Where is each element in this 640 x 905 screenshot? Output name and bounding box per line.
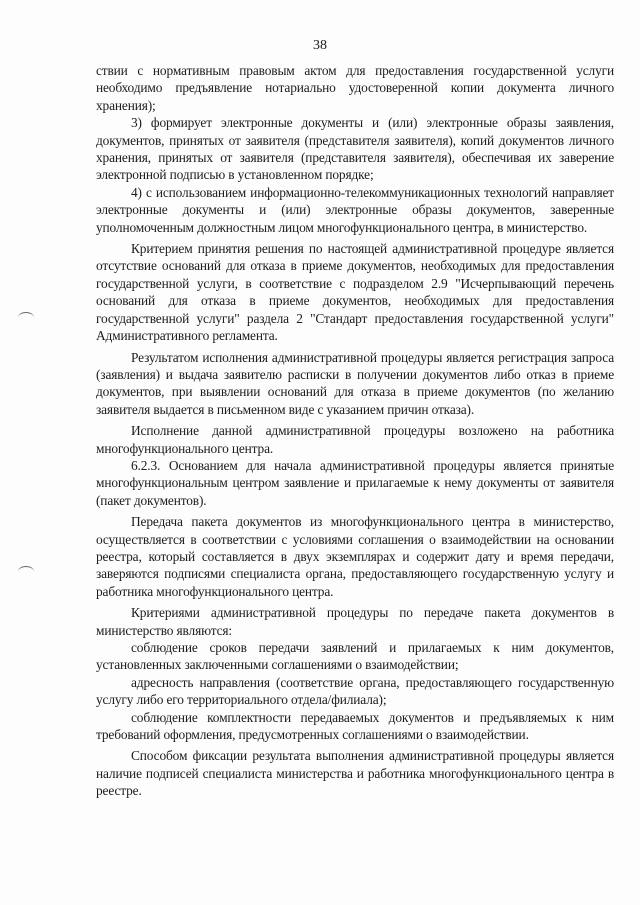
paragraph-decision-criterion: Критерием принятия решения по настоящей административной процедуре является отсутствие оснований для отказа в приеме документов, необходимых для предоставления государственной услуги, в соответствие с подразделом 2.9 "Исчерпывающий перечень оснований для отказа в приеме документов, необходимых для предоставления государственной услуги" раздела 2 "Стандарт предоставления государственной услуги" Административного регламента. [96, 241, 614, 344]
paragraph-responsible: Исполнение данной административной процедуры возложено на работника многофункционального центра. [96, 423, 614, 456]
paragraph-section-6-2-3: 6.2.3. Основанием для начала административной процедуры является принятые многофункциональным центром заявление и прилагаемые к нему документы от заявителя (пакет документов). [96, 457, 614, 508]
paragraph-transfer-criteria: Критериями административной процедуры по передаче пакета документов в министерство являются: [96, 605, 614, 638]
document-body [96, 62, 614, 800]
paragraph-criterion-completeness: соблюдение комплектности передаваемых документов и предъявляемых к ним требований оформления, предусмотренных соглашениями о взаимодействии. [96, 709, 614, 743]
paragraph-procedure-result: Результатом исполнения административной процедуры является регистрация запроса (заявления) и выдача заявителю расписки в получении документов либо отказ в приеме документов, при выявлении оснований для отказа в приеме документов (по желанию заявителя выдается в письменном виде с указанием причин отказа). [96, 349, 614, 417]
margin-mark [18, 566, 34, 577]
page-number: 38 [313, 38, 327, 53]
paragraph-result-fixation: Способом фиксации результата выполнения административной процедуры является наличие подписей специалиста министерства и работника многофункционального центра в реестре. [96, 748, 614, 799]
paragraph-item-4: 4) с использованием информационно-телекоммуникационных технологий направляет электронные документы и (или) электронные образы документов, заверенные уполномоченным должностным лицом многофункционального центра, в министерство. [96, 184, 614, 235]
margin-mark [18, 312, 34, 323]
paragraph-item-3: 3) формирует электронные документы и (или) электронные образы заявления, документов, принятых от заявителя (представителя заявителя), копий документов личного хранения, принятых от заявителя (представителя заявителя), обеспечивая их заверение электронной подписью в установленном порядке; [96, 115, 614, 183]
paragraph-package-transfer: Передача пакета документов из многофункционального центра в министерство, осуществляется в соответствии с условиями соглашения о взаимодействии на основании реестра, который составляется в двух экземплярах и содержит дату и время передачи, заверяются подписями специалиста органа, предоставляющего государственную услугу и работника многофункционального центра. [96, 514, 614, 599]
paragraph-criterion-deadlines: соблюдение сроков передачи заявлений и прилагаемых к ним документов, установленных заключенными соглашениями о взаимодействии; [96, 640, 614, 673]
paragraph-continuation: ствии с нормативным правовым актом для предоставления государственной услуги необходимо предъявление нотариально удостоверенной копии документа личного хранения); [96, 63, 614, 113]
paragraph-criterion-addressing: адресность направления (соответствие органа, предоставляющего государственную услугу либо его территориального отдела/филиала); [96, 674, 614, 708]
